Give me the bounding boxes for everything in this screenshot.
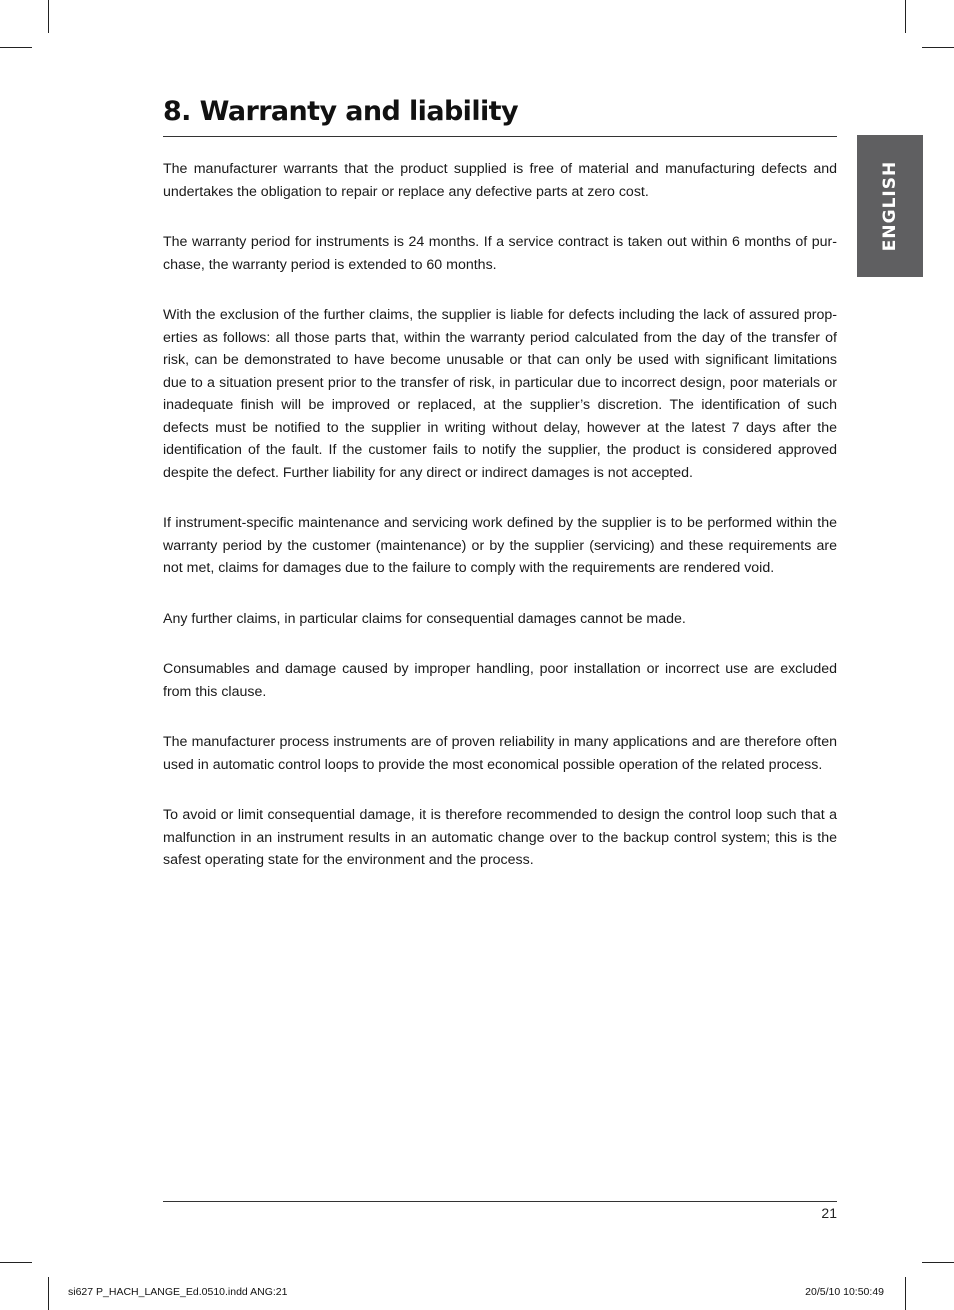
print-slug-timestamp: 20/5/10 10:50:49 bbox=[805, 1286, 884, 1298]
paragraph: The warranty period for instruments is 24 months. If a service contract is taken out within 6 months of pur-chase, the warranty period is extended to 60 months. bbox=[163, 234, 837, 273]
paragraph: With the exclusion of the further claims, the supplier is liable for defects including the lack of assured prop-erties as follows: all those parts that, within the warranty period calculated from the day of the transfer of risk, can be demonstrated to have become unusable or that can only be used with significant limitations due to a situation present prior to the transfer of risk, in particular due to incorrect design, poor materials or inadequate finish will be improved or replaced, at the supplier’s discretion. The identification of such defects must be notified to the supplier in writing without delay, however at the latest 7 days after the identification of the fault. If the customer fails to notify the supplier, the product is considered approved despite the defect. Further liability for any direct or indirect damages is not accepted. bbox=[163, 307, 837, 481]
section-title: 8. Warranty and liability bbox=[163, 96, 518, 127]
crop-mark bbox=[48, 1277, 49, 1310]
paragraph: The manufacturer process instruments are of proven reliability in many applications and are therefore often used in automatic control loops to provide the most economical possible operation of the related process. bbox=[163, 734, 837, 773]
paragraph: If instrument-specific maintenance and servicing work defined by the supplier is to be performed within the warranty period by the customer (maintenance) or by the supplier (servicing) and these requirements are not met, claims for damages due to the failure to comply with the requirements are rendered void. bbox=[163, 515, 837, 576]
paragraph: Consumables and damage caused by improper handling, poor installation or incorrect use are excluded from this clause. bbox=[163, 661, 837, 700]
paragraph: The manufacturer warrants that the product supplied is free of material and manufacturing defects and undertakes the obligation to repair or replace any defective parts at zero cost. bbox=[163, 161, 837, 200]
section-body bbox=[163, 158, 837, 900]
crop-mark bbox=[0, 47, 32, 48]
paragraph: Any further claims, in particular claims for consequential damages cannot be made. bbox=[163, 610, 686, 627]
crop-mark bbox=[48, 0, 49, 33]
crop-mark bbox=[905, 1277, 906, 1310]
crop-mark bbox=[922, 1262, 954, 1263]
paragraph: To avoid or limit consequential damage, it is therefore recommended to design the control loop such that a malfunction in an instrument results in an automatic change over to the backup control system; this is the safest operating state for the environment and the process. bbox=[163, 807, 837, 868]
language-tab-label: ENGLISH bbox=[880, 160, 900, 252]
crop-mark bbox=[0, 1262, 32, 1263]
title-divider bbox=[163, 136, 837, 137]
page-number: 21 bbox=[821, 1205, 837, 1221]
crop-mark bbox=[905, 0, 906, 33]
language-tab bbox=[857, 135, 923, 277]
footer-divider bbox=[163, 1201, 837, 1202]
crop-mark bbox=[922, 47, 954, 48]
print-slug-filename: si627 P_HACH_LANGE_Ed.0510.indd ANG:21 bbox=[68, 1286, 288, 1298]
